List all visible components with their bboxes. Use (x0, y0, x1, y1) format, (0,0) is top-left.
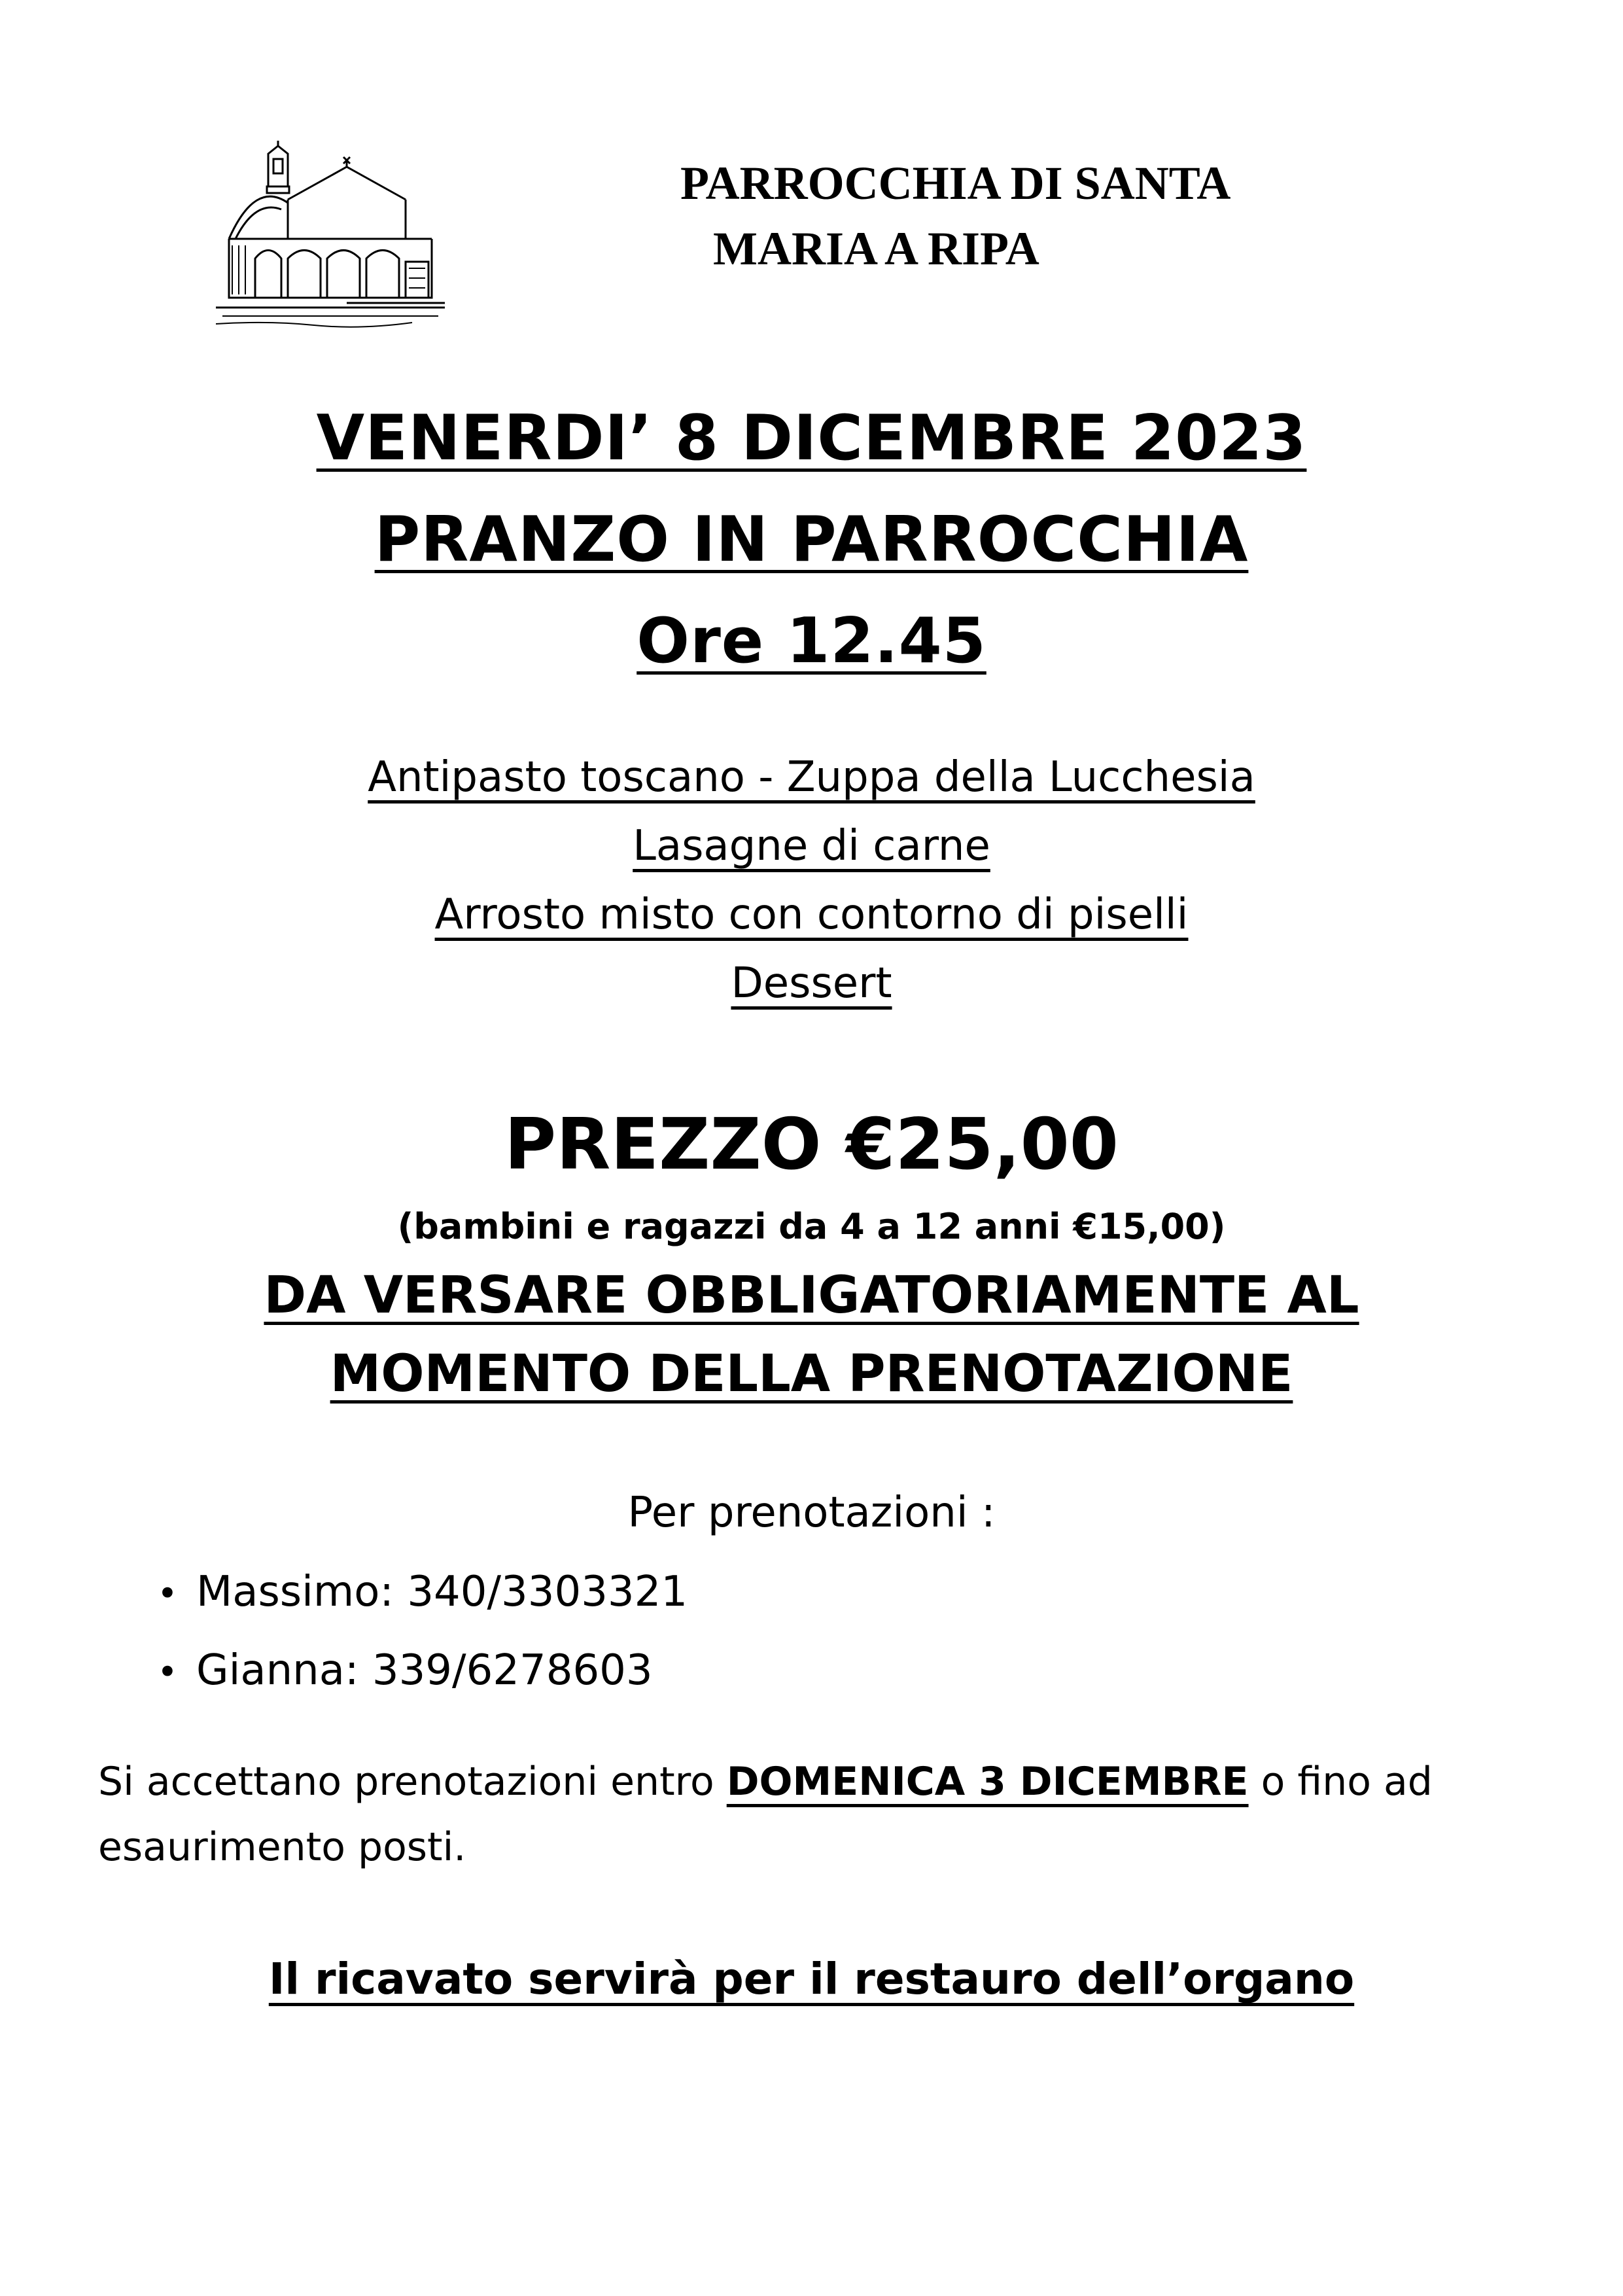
contact-text: Gianna: 339/6278603 (196, 1646, 653, 1695)
event-title-text: PRANZO IN PARROCCHIA (374, 504, 1249, 576)
event-time-text: Ore 12.45 (637, 605, 986, 677)
deadline-prefix: Si accettano prenotazioni entro (98, 1759, 727, 1805)
parish-name-line-1: PARROCCHIA DI SANTA (680, 157, 1231, 209)
fundraising-purpose-text: Il ricavato servirà per il restauro dell’organo (268, 1954, 1355, 2004)
church-drawing-icon (216, 141, 451, 337)
menu-item-text: Lasagne di carne (633, 822, 990, 870)
menu-item (0, 889, 1623, 941)
menu-item-text: Arrosto misto con contorno di piselli (434, 891, 1189, 939)
event-title (0, 501, 1623, 579)
menu-item (0, 957, 1623, 1010)
menu-item-text: Antipasto toscano - Zuppa della Lucchesia (368, 753, 1255, 802)
contact-item (157, 1566, 688, 1620)
contact-text: Massimo: 340/3303321 (196, 1568, 688, 1616)
price: PREZZO €25,00 (504, 1104, 1119, 1186)
bullet-icon: • (157, 1573, 178, 1614)
booking-label: Per prenotazioni : (627, 1489, 996, 1537)
deadline-date: DOMENICA 3 DICEMBRE (726, 1759, 1249, 1805)
payment-note-line-1 (0, 1263, 1623, 1328)
kids-price: (bambini e ragazzi da 4 a 12 anni €15,00) (397, 1206, 1226, 1247)
menu-item (0, 820, 1623, 872)
event-date-text: VENERDI’ 8 DICEMBRE 2023 (316, 402, 1307, 474)
event-date (0, 399, 1623, 478)
event-time (0, 602, 1623, 680)
fundraising-purpose (0, 1953, 1623, 2005)
bullet-icon: • (157, 1651, 178, 1693)
payment-note-line-2 (0, 1341, 1623, 1407)
payment-note-text: DA VERSARE OBBLIGATORIAMENTE AL (264, 1266, 1359, 1325)
contact-item (157, 1644, 653, 1699)
deadline-suffix: o fino ad esaurimento posti. (98, 1759, 1433, 1870)
booking-deadline (98, 1749, 1537, 1880)
menu-item-text: Dessert (731, 959, 892, 1008)
parish-name-line-2: MARIA A RIPA (713, 222, 1039, 275)
payment-note-text: MOMENTO DELLA PRENOTAZIONE (330, 1345, 1293, 1404)
menu-item (0, 751, 1623, 804)
